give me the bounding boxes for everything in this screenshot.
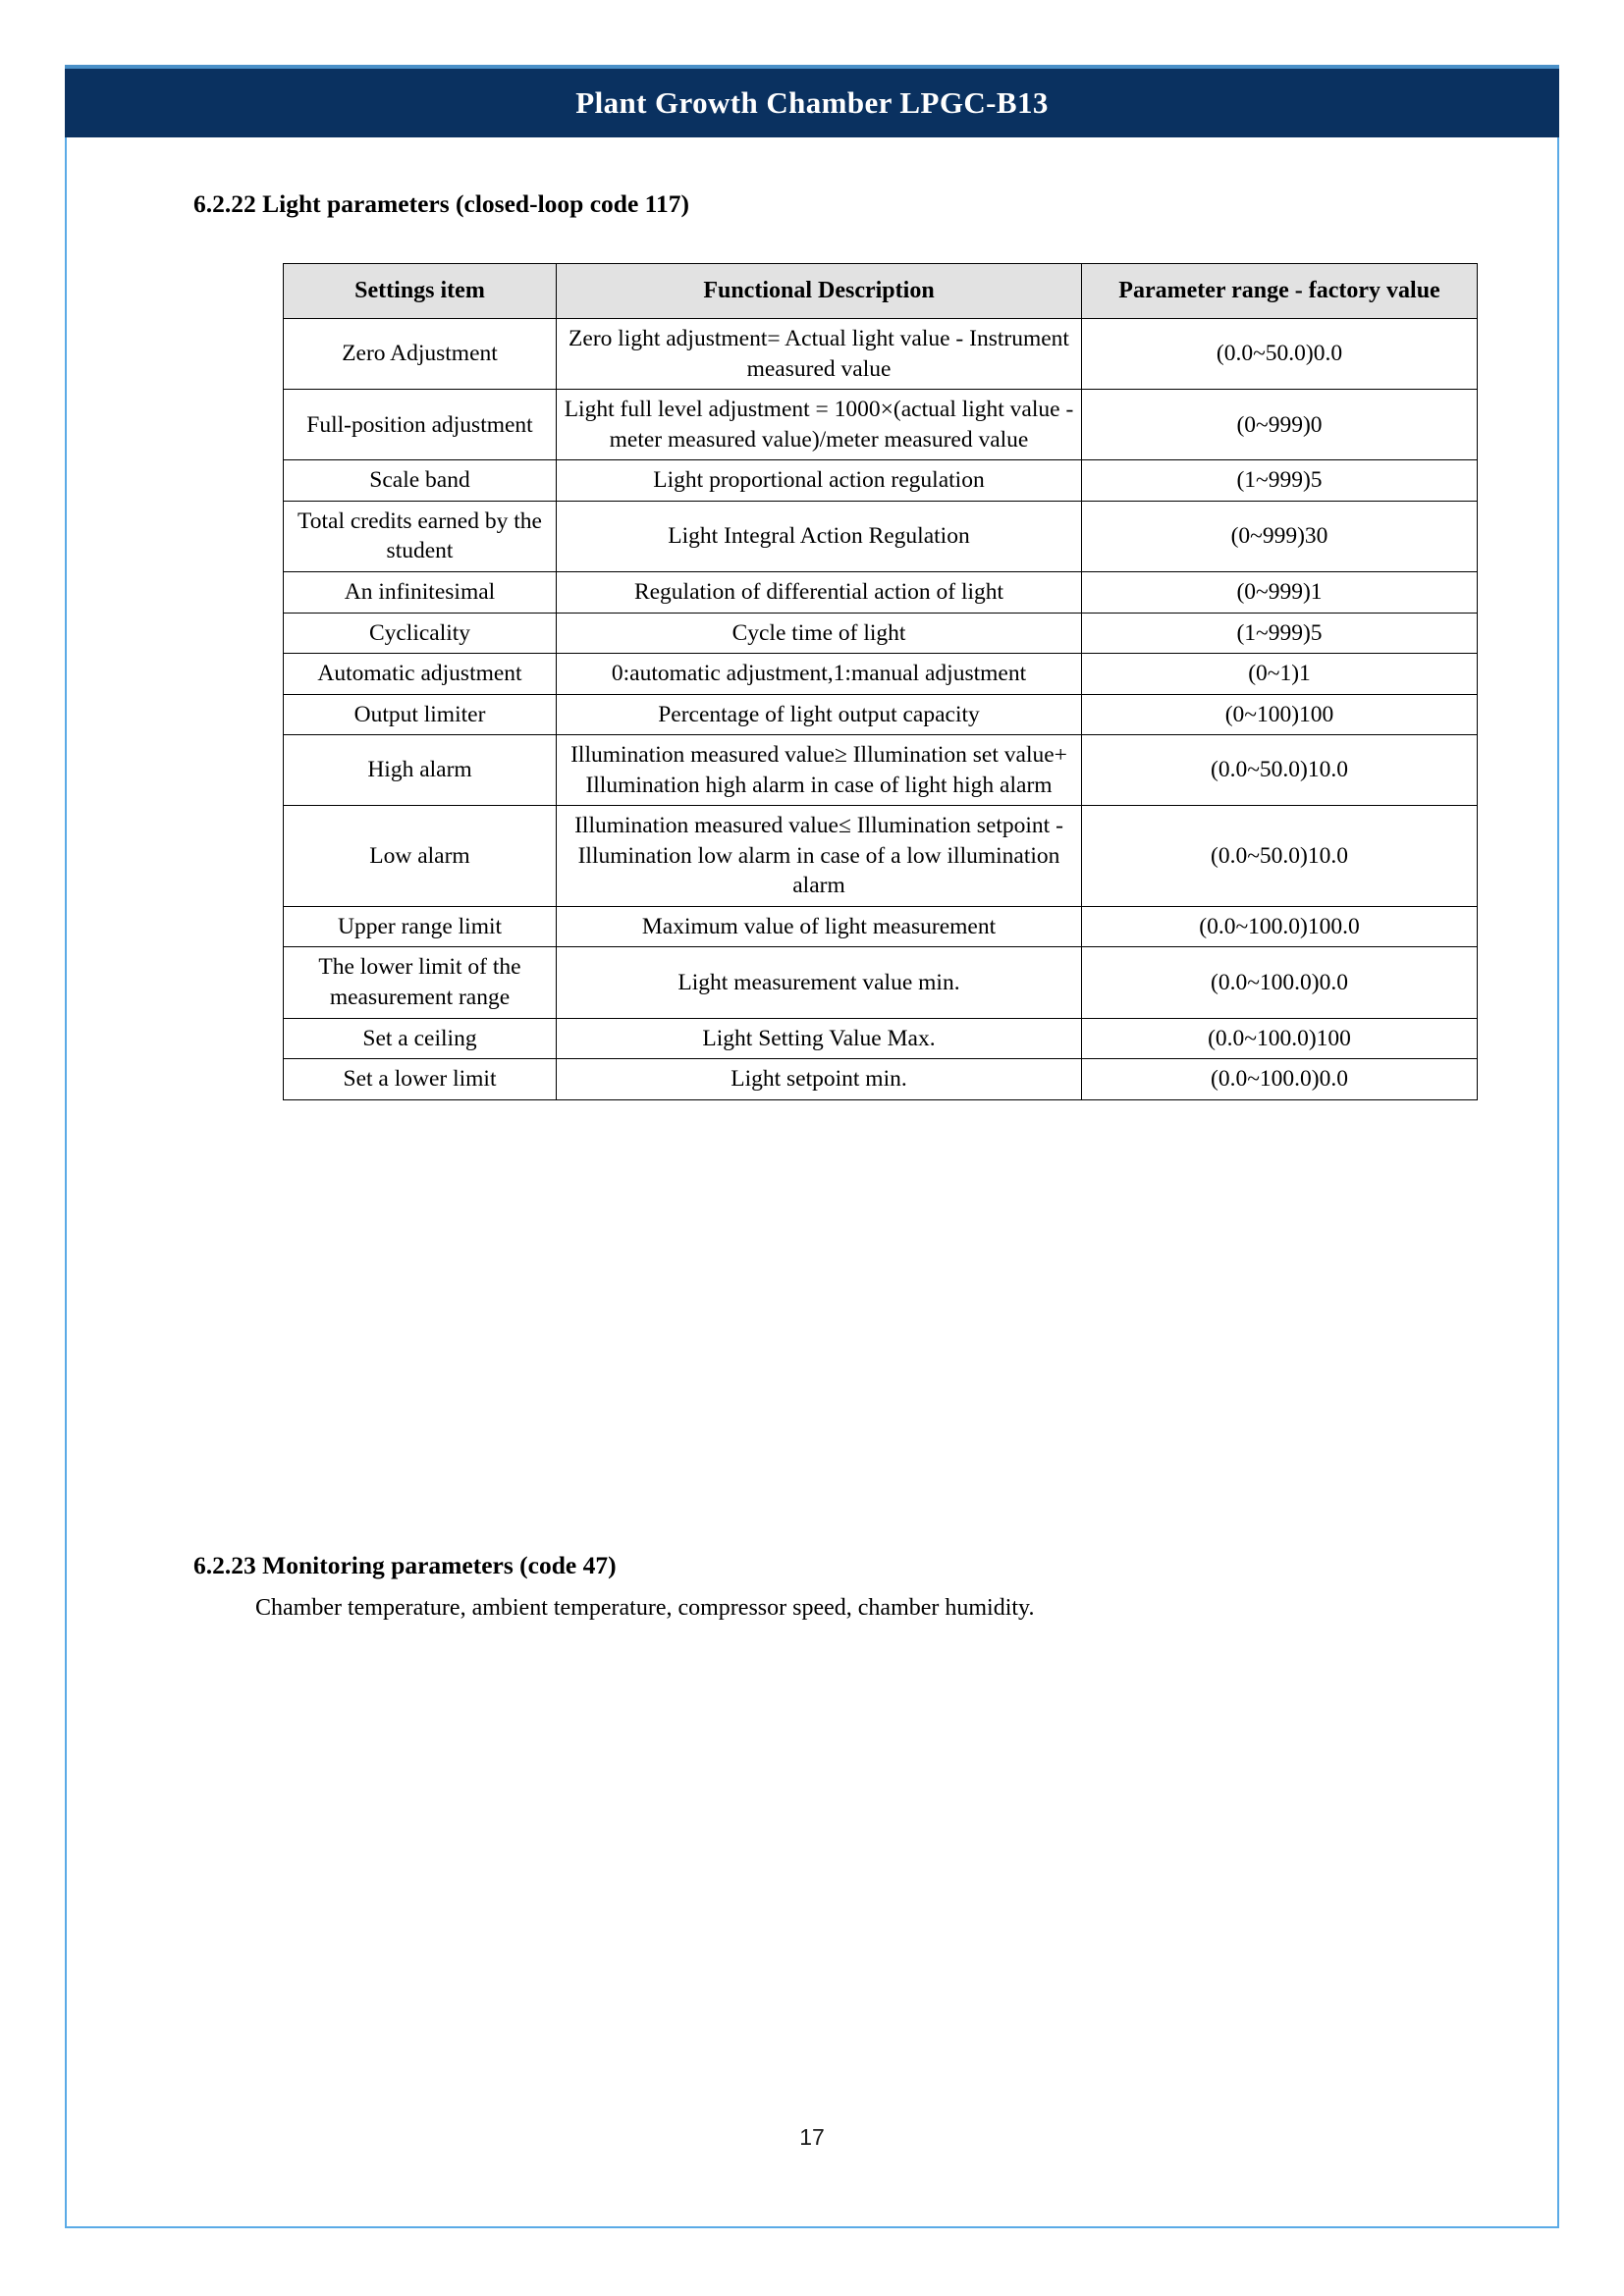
cell-description: Light measurement value min. <box>557 947 1082 1018</box>
table-row <box>284 613 1478 654</box>
cell-description: Zero light adjustment= Actual light value - Instrument measured value <box>557 319 1082 390</box>
cell-settings-item: Output limiter <box>284 694 557 735</box>
table-header-row <box>284 264 1478 319</box>
page-content <box>65 137 1559 2228</box>
table-row <box>284 906 1478 947</box>
cell-description: Light setpoint min. <box>557 1059 1082 1100</box>
cell-range: (0.0~50.0)0.0 <box>1082 319 1478 390</box>
cell-settings-item: An infinitesimal <box>284 572 557 614</box>
table-row <box>284 460 1478 502</box>
section-heading-monitoring-parameters: 6.2.23 Monitoring parameters (code 47) <box>193 1551 617 1579</box>
cell-description: Percentage of light output capacity <box>557 694 1082 735</box>
light-parameters-table-container <box>283 263 1477 1100</box>
cell-description: Light Integral Action Regulation <box>557 501 1082 571</box>
cell-description: Light full level adjustment = 1000×(actual light value - meter measured value)/meter measured value <box>557 390 1082 460</box>
cell-settings-item: High alarm <box>284 735 557 806</box>
cell-settings-item: Upper range limit <box>284 906 557 947</box>
cell-settings-item: Set a lower limit <box>284 1059 557 1100</box>
cell-settings-item: Scale band <box>284 460 557 502</box>
cell-description: Light proportional action regulation <box>557 460 1082 502</box>
cell-settings-item: Total credits earned by the student <box>284 501 557 571</box>
monitoring-parameters-body-text: Chamber temperature, ambient temperature, compressor speed, chamber humidity. <box>255 1595 1035 1621</box>
cell-range: (0.0~100.0)100.0 <box>1082 906 1478 947</box>
cell-settings-item: Cyclicality <box>284 613 557 654</box>
cell-settings-item: Full-position adjustment <box>284 390 557 460</box>
cell-range: (0.0~100.0)100 <box>1082 1018 1478 1059</box>
table-row <box>284 735 1478 806</box>
table-row <box>284 572 1478 614</box>
column-header-functional-description: Functional Description <box>557 264 1082 319</box>
cell-settings-item: Low alarm <box>284 806 557 907</box>
cell-range: (0.0~50.0)10.0 <box>1082 806 1478 907</box>
cell-range: (0~100)100 <box>1082 694 1478 735</box>
table-row <box>284 654 1478 695</box>
cell-range: (0~999)30 <box>1082 501 1478 571</box>
cell-description: Cycle time of light <box>557 613 1082 654</box>
section-heading-light-parameters: 6.2.22 Light parameters (closed-loop code 117) <box>193 189 689 218</box>
cell-range: (0~999)1 <box>1082 572 1478 614</box>
table-row <box>284 947 1478 1018</box>
column-header-parameter-range: Parameter range - factory value <box>1082 264 1478 319</box>
cell-description: 0:automatic adjustment,1:manual adjustment <box>557 654 1082 695</box>
table-row <box>284 1018 1478 1059</box>
table-row <box>284 1059 1478 1100</box>
cell-range: (1~999)5 <box>1082 613 1478 654</box>
cell-settings-item: Zero Adjustment <box>284 319 557 390</box>
table-row <box>284 694 1478 735</box>
page-number: 17 <box>799 2124 825 2150</box>
table-row <box>284 501 1478 571</box>
cell-range: (0.0~100.0)0.0 <box>1082 1059 1478 1100</box>
cell-range: (0~999)0 <box>1082 390 1478 460</box>
cell-settings-item: Automatic adjustment <box>284 654 557 695</box>
table-row <box>284 319 1478 390</box>
cell-range: (0.0~100.0)0.0 <box>1082 947 1478 1018</box>
cell-description: Regulation of differential action of light <box>557 572 1082 614</box>
cell-settings-item: The lower limit of the measurement range <box>284 947 557 1018</box>
cell-range: (0.0~50.0)10.0 <box>1082 735 1478 806</box>
cell-settings-item: Set a ceiling <box>284 1018 557 1059</box>
light-parameters-table <box>283 263 1478 1100</box>
page-title: Plant Growth Chamber LPGC-B13 <box>575 85 1049 120</box>
table-row <box>284 806 1478 907</box>
cell-description: Light Setting Value Max. <box>557 1018 1082 1059</box>
document-title-banner <box>65 65 1559 137</box>
cell-range: (0~1)1 <box>1082 654 1478 695</box>
cell-description: Illumination measured value≤ Illumination setpoint - Illumination low alarm in case of a low illumination alarm <box>557 806 1082 907</box>
cell-description: Illumination measured value≥ Illumination set value+ Illumination high alarm in case of light high alarm <box>557 735 1082 806</box>
cell-range: (1~999)5 <box>1082 460 1478 502</box>
table-row <box>284 390 1478 460</box>
cell-description: Maximum value of light measurement <box>557 906 1082 947</box>
column-header-settings-item: Settings item <box>284 264 557 319</box>
